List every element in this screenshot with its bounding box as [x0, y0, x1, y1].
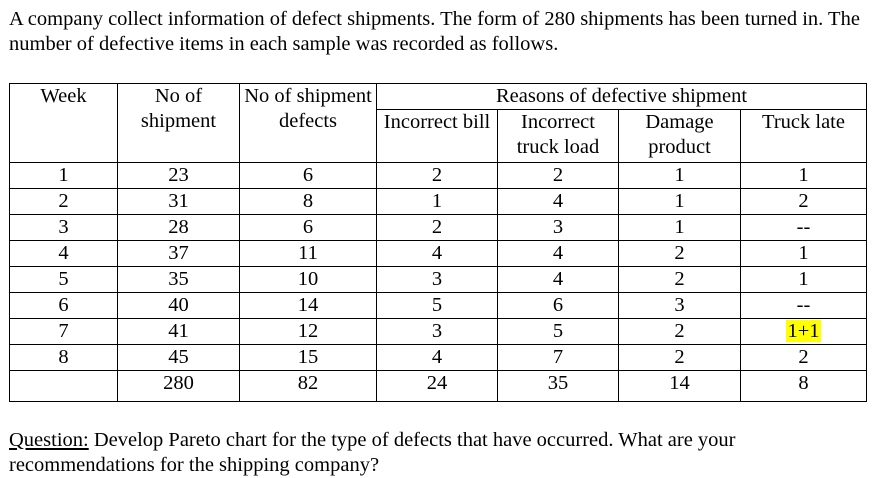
table-row: [10, 345, 867, 371]
question-label: Question:: [9, 429, 89, 451]
cell-week: 1: [10, 163, 118, 189]
cell-incorrect-truck-load: 3: [498, 215, 619, 241]
cell-week: 5: [10, 267, 118, 293]
cell-defects: 14: [240, 293, 377, 319]
header-week: Week: [10, 84, 118, 163]
header-incorrect-truck-load: Incorrect truck load: [498, 110, 619, 163]
cell-truck-late: 2: [741, 189, 867, 215]
cell-incorrect-bill: 3: [377, 267, 498, 293]
cell-damage-product: 3: [619, 293, 741, 319]
totals-row: [10, 371, 867, 402]
header-no-shipment: No of shipment: [118, 84, 240, 163]
header-damage-product: Damage product: [619, 110, 741, 163]
cell-damage-product: 2: [619, 345, 741, 371]
total-incorrect-truck-load: 35: [498, 371, 619, 402]
cell-truck-late: [741, 319, 867, 345]
question-paragraph: [9, 428, 869, 478]
cell-week: 7: [10, 319, 118, 345]
total-damage-product: 14: [619, 371, 741, 402]
cell-damage-product: 2: [619, 267, 741, 293]
cell-incorrect-truck-load: 4: [498, 241, 619, 267]
cell-shipment: 31: [118, 189, 240, 215]
total-incorrect-bill: 24: [377, 371, 498, 402]
cell-incorrect-bill: 4: [377, 345, 498, 371]
table-row: [10, 267, 867, 293]
cell-defects: 6: [240, 163, 377, 189]
cell-damage-product: 1: [619, 215, 741, 241]
table-row: [10, 293, 867, 319]
header-reasons: Reasons of defective shipment: [377, 84, 867, 110]
cell-incorrect-bill: 2: [377, 163, 498, 189]
table-row: [10, 189, 867, 215]
cell-week: 8: [10, 345, 118, 371]
cell-shipment: 28: [118, 215, 240, 241]
cell-week: [10, 371, 118, 402]
header-no-defects: No of shipment defects: [240, 84, 377, 163]
cell-truck-late: --: [741, 293, 867, 319]
cell-defects: 8: [240, 189, 377, 215]
cell-shipment: 37: [118, 241, 240, 267]
cell-defects: 15: [240, 345, 377, 371]
cell-shipment: 41: [118, 319, 240, 345]
cell-truck-late: --: [741, 215, 867, 241]
cell-truck-late: 2: [741, 345, 867, 371]
cell-damage-product: 1: [619, 163, 741, 189]
table-row: [10, 319, 867, 345]
cell-incorrect-truck-load: 6: [498, 293, 619, 319]
cell-incorrect-bill: 1: [377, 189, 498, 215]
question-text: Develop Pareto chart for the type of defects that have occurred. What are your recommendations for the shipping company?: [9, 429, 736, 476]
table-row: [10, 241, 867, 267]
cell-week: 3: [10, 215, 118, 241]
table-row: [10, 215, 867, 241]
highlighted-value: 1+1: [787, 320, 820, 342]
cell-incorrect-bill: 2: [377, 215, 498, 241]
cell-week: 4: [10, 241, 118, 267]
cell-incorrect-bill: 4: [377, 241, 498, 267]
cell-truck-late: 1: [741, 241, 867, 267]
cell-defects: 12: [240, 319, 377, 345]
cell-truck-late: 1: [741, 267, 867, 293]
cell-damage-product: 2: [619, 241, 741, 267]
cell-defects: 11: [240, 241, 377, 267]
cell-shipment: 45: [118, 345, 240, 371]
header-truck-late: Truck late: [741, 110, 867, 163]
cell-incorrect-truck-load: 2: [498, 163, 619, 189]
cell-incorrect-truck-load: 7: [498, 345, 619, 371]
total-defects: 82: [240, 371, 377, 402]
cell-defects: 6: [240, 215, 377, 241]
cell-truck-late: 1: [741, 163, 867, 189]
total-shipment: 280: [118, 371, 240, 402]
intro-paragraph: A company collect information of defect shipments. The form of 280 shipments has been turned in. The number of defective items in each sample was recorded as follows.: [9, 8, 860, 55]
cell-week: 2: [10, 189, 118, 215]
cell-shipment: 40: [118, 293, 240, 319]
total-truck-late: 8: [741, 371, 867, 402]
cell-damage-product: 2: [619, 319, 741, 345]
table-row: [10, 163, 867, 189]
cell-shipment: 35: [118, 267, 240, 293]
cell-damage-product: 1: [619, 189, 741, 215]
defect-shipments-table: [9, 83, 867, 402]
cell-incorrect-truck-load: 4: [498, 267, 619, 293]
cell-defects: 10: [240, 267, 377, 293]
cell-week: 6: [10, 293, 118, 319]
cell-incorrect-bill: 5: [377, 293, 498, 319]
cell-incorrect-bill: 3: [377, 319, 498, 345]
header-incorrect-bill: Incorrect bill: [377, 110, 498, 163]
cell-incorrect-truck-load: 5: [498, 319, 619, 345]
cell-shipment: 23: [118, 163, 240, 189]
cell-incorrect-truck-load: 4: [498, 189, 619, 215]
